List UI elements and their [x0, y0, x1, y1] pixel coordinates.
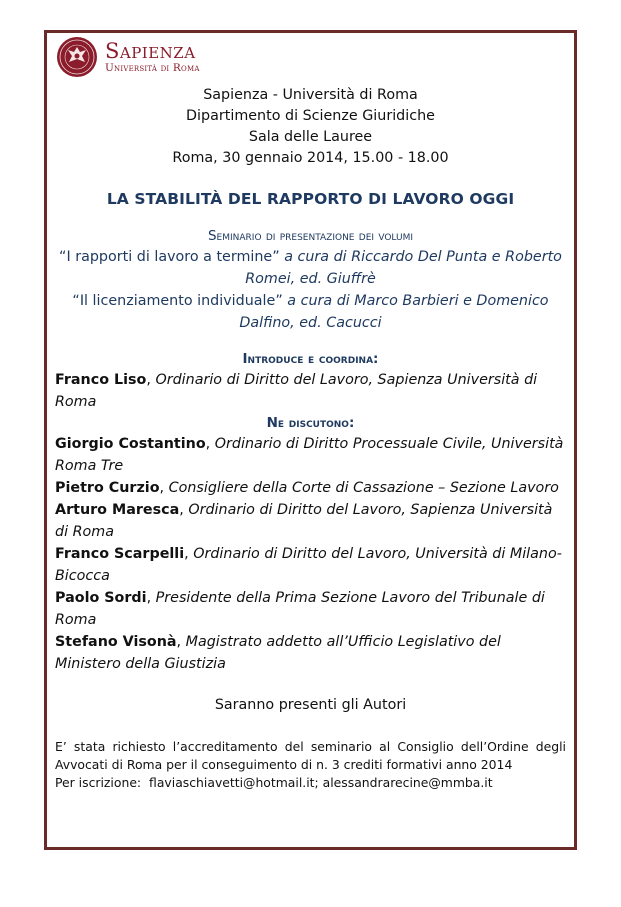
speaker-name: Giorgio Costantino — [55, 436, 206, 452]
event-header — [55, 85, 566, 169]
header-university: Sapienza - Università di Roma — [203, 87, 418, 103]
book-item — [55, 246, 566, 290]
accreditation-note: E’ stata richiesto l’accreditamento del seminario al Consiglio dell’Ordine degli Avvocati di Roma per il conseguimento di n. 3 crediti formativi anno 2014 — [55, 739, 566, 772]
header-room: Sala delle Lauree — [248, 129, 373, 145]
speaker-role: Ordinario di Diritto del Lavoro, Sapienza Università di Roma — [55, 372, 538, 410]
speaker-role: Ordinario di Diritto Processuale Civile, Università Roma Tre — [55, 436, 564, 474]
event-title: LA STABILITÀ DEL RAPPORTO DI LAVORO OGGI — [106, 190, 515, 208]
discuss-label: Ne discutono: — [266, 415, 355, 431]
registration-label: Per iscrizione: — [55, 775, 142, 790]
speaker-name: Stefano Visonà — [55, 634, 177, 650]
university-logo — [57, 37, 200, 77]
document-frame — [44, 30, 577, 850]
speaker-role: Ordinario di Diritto del Lavoro, Università di Milano-Bicocca — [55, 546, 562, 584]
university-seal-icon — [57, 37, 97, 77]
speaker-name: Franco Scarpelli — [55, 546, 185, 562]
registration-info — [55, 774, 566, 792]
logo-subtitle: Università di Roma — [105, 62, 200, 74]
speaker-name: Paolo Sordi — [55, 590, 147, 606]
speaker-item: Arturo Maresca, Ordinario di Diritto del Lavoro, Sapienza Università di Roma — [55, 502, 553, 540]
book-title: “I rapporti di lavoro a termine” — [59, 249, 280, 265]
speaker-role: Magistrato addetto all’Ufficio Legislativo del Ministero della Giustizia — [55, 634, 501, 672]
registration-emails[interactable]: flaviaschiavetti@hotmail.it; alessandrarecine@mmba.it — [149, 775, 493, 790]
header-date-time: Roma, 30 gennaio 2014, 15.00 - 18.00 — [172, 150, 449, 166]
speaker-role: Consigliere della Corte di Cassazione – Sezione Lavoro — [168, 480, 559, 496]
book-item — [55, 290, 566, 334]
logo-name: Sapienza — [105, 39, 196, 63]
book-details: a cura di Riccardo Del Punta e Roberto Romei, ed. Giuffrè — [245, 249, 562, 287]
book-details: a cura di Marco Barbieri e Domenico Dalfino, ed. Cacucci — [239, 293, 549, 331]
introduce-label: Introduce e coordina: — [242, 351, 379, 367]
speaker-name: Pietro Curzio — [55, 480, 160, 496]
speaker-role: Presidente della Prima Sezione Lavoro del Tribunale di Roma — [55, 590, 545, 628]
book-title: “Il licenziamento individuale” — [72, 293, 283, 309]
speaker-item: Stefano Visonà, Magistrato addetto all’Ufficio Legislativo del Ministero della Giustizia — [55, 634, 501, 672]
speaker-name: Arturo Maresca — [55, 502, 180, 518]
speaker-item: Paolo Sordi, Presidente della Prima Sezione Lavoro del Tribunale di Roma — [55, 590, 545, 628]
speaker-item: Franco Scarpelli, Ordinario di Diritto del Lavoro, Università di Milano-Bicocca — [55, 546, 562, 584]
speaker-role: Ordinario di Diritto del Lavoro, Sapienza Università di Roma — [55, 502, 553, 540]
speaker-item: Pietro Curzio, Consigliere della Corte di Cassazione – Sezione Lavoro — [55, 480, 559, 496]
seminar-label: Seminario di presentazione dei volumi — [207, 228, 413, 244]
header-department: Dipartimento di Scienze Giuridiche — [186, 108, 435, 124]
book-list — [55, 246, 566, 334]
authors-note: Saranno presenti gli Autori — [214, 697, 407, 713]
document-body — [55, 85, 566, 792]
speaker-item: Franco Liso, Ordinario di Diritto del Lavoro, Sapienza Università di Roma — [55, 372, 538, 410]
speaker-name: Franco Liso — [55, 372, 147, 388]
speaker-item: Giorgio Costantino, Ordinario di Diritto Processuale Civile, Università Roma Tre — [55, 436, 564, 474]
